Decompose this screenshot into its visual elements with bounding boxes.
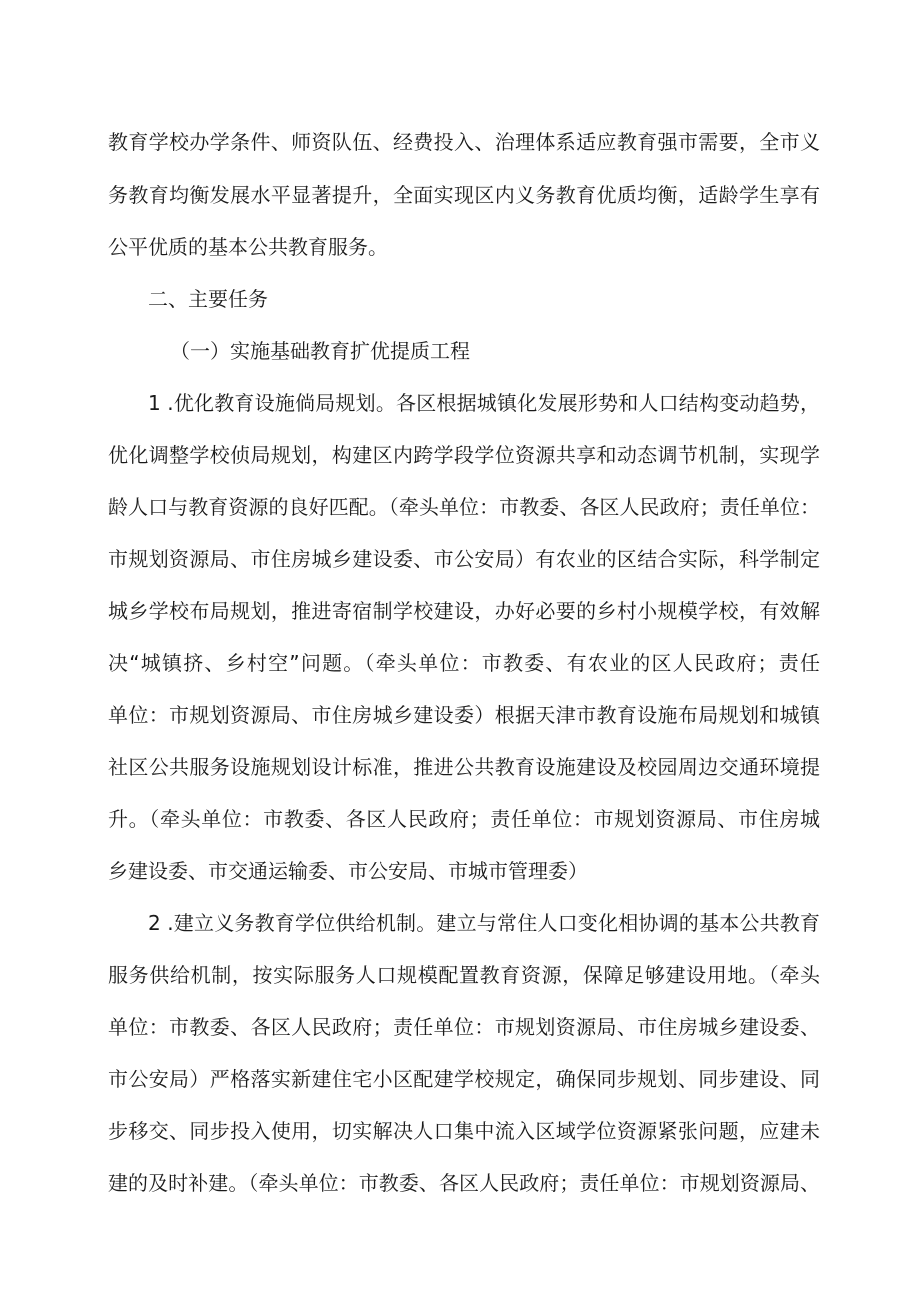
paragraph-line: 教育学校办学条件、师资队伍、经费投入、治理体系适应教育强市需要，全市义 <box>108 130 820 154</box>
paragraph-line: 服务供给机制，按实际服务人口规模配置教育资源，保障足够建设用地。（牵头 <box>108 963 820 987</box>
paragraph-line: 升。（牵头单位：市教委、各区人民政府；责任单位：市规划资源局、市住房城 <box>108 807 820 831</box>
paragraph-line: 优化调整学校侦局规划，构建区内跨学段学位资源共享和动态调节机制，实现学 <box>108 443 820 467</box>
paragraph-line: 步移交、同步投入使用，切实解决人口集中流入区域学位资源紧张问题，应建未 <box>108 1119 820 1143</box>
subsection-heading: （一）实施基础教育扩优提质工程 <box>170 339 470 363</box>
paragraph-line: 公平优质的基本公共教育服务。 <box>108 235 388 259</box>
paragraph-line: 市公安局）严格落实新建住宅小区配建学校规定，确保同步规划、同步建设、同 <box>108 1067 820 1091</box>
paragraph-line: 务教育均衡发展水平显著提升，全面实现区内义务教育优质均衡，适龄学生享有 <box>108 183 820 207</box>
paragraph-line: 建的及时补建。（牵头单位：市教委、各区人民政府；责任单位：市规划资源局、 <box>108 1171 820 1195</box>
paragraph-line: 单位：市规划资源局、市住房城乡建设委）根据天津市教育设施布局规划和城镇 <box>108 703 820 727</box>
paragraph-line: 城乡学校布局规划，推进寄宿制学校建设，办好必要的乡村小规模学校，有效解 <box>108 599 820 623</box>
paragraph-line: 龄人口与教育资源的良好匹配。（牵头单位：市教委、各区人民政府；责任单位： <box>108 495 820 519</box>
section-heading: 二、主要任务 <box>148 287 268 311</box>
paragraph-line: 乡建设委、市交通运输委、市公安局、市城市管理委） <box>108 859 588 883</box>
paragraph-line: 决“城镇挤、乡村空”问题。（牵头单位：市教委、有农业的区人民政府；责任 <box>108 651 820 675</box>
paragraph-line: 市规划资源局、市住房城乡建设委、市公安局）有农业的区结合实际，科学制定 <box>108 547 820 571</box>
paragraph-line: 2 .建立义务教育学位供给机制。建立与常住人口变化相协调的基本公共教育 <box>148 911 820 935</box>
paragraph-line: 社区公共服务设施规划设计标准，推进公共教育设施建设及校园周边交通环境提 <box>108 755 820 779</box>
paragraph-line: 单位：市教委、各区人民政府；责任单位：市规划资源局、市住房城乡建设委、 <box>108 1015 820 1039</box>
paragraph-line: 1 .优化教育设施倘局规划。各区根据城镇化发展形势和人口结构变动趋势， <box>148 391 820 415</box>
